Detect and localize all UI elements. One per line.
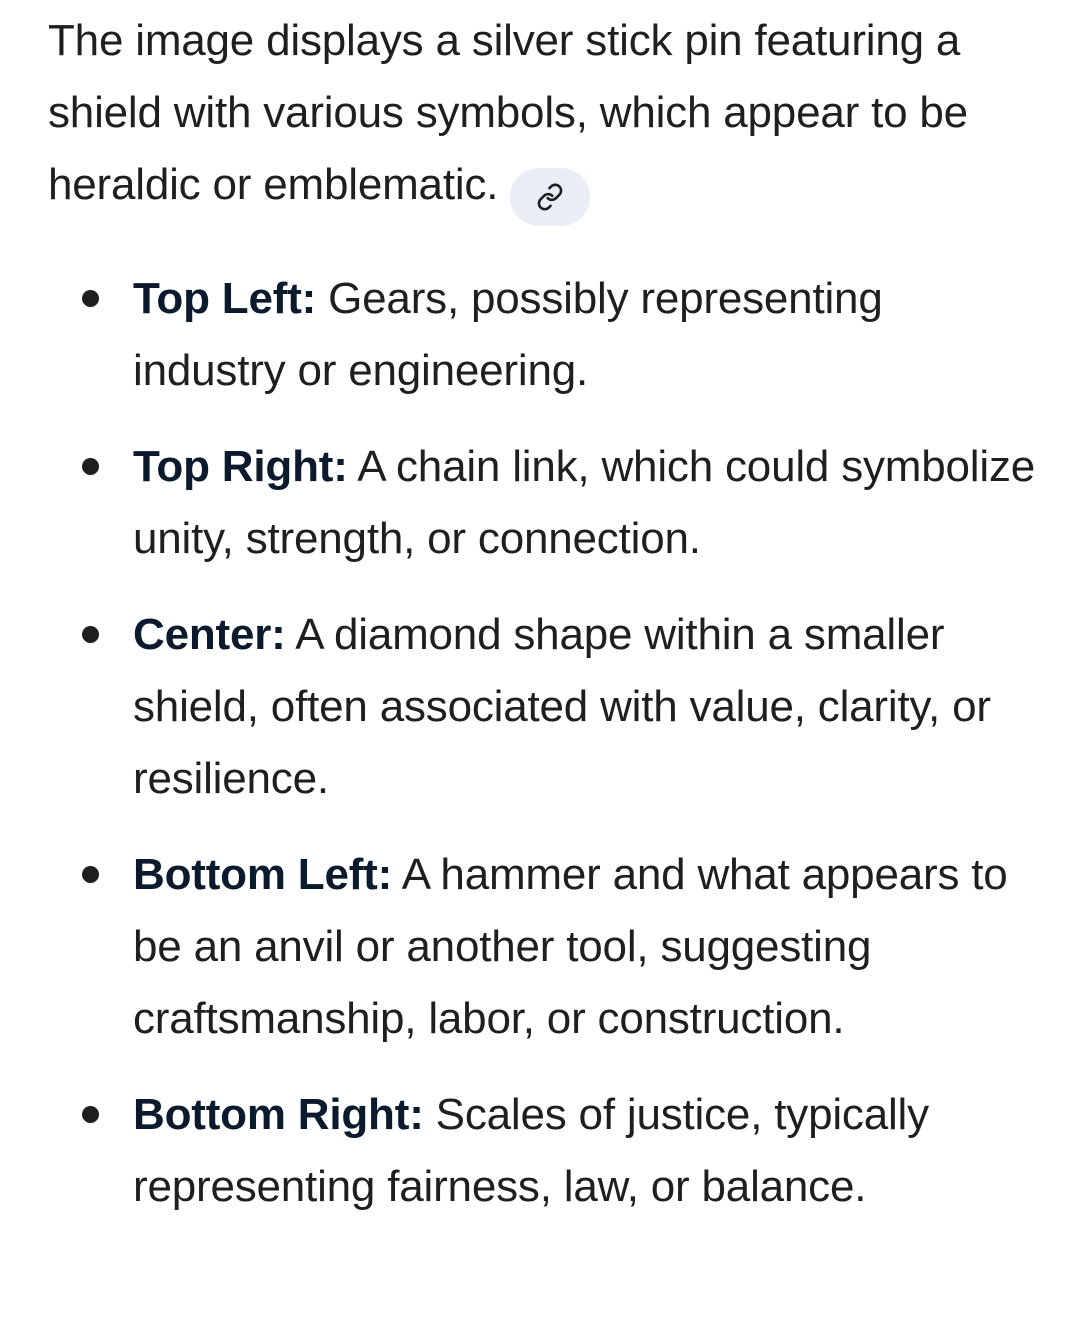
list-item bbox=[48, 599, 1038, 815]
list-item bbox=[48, 431, 1038, 575]
item-label: Top Right: bbox=[133, 442, 348, 491]
list-item bbox=[48, 263, 1038, 407]
item-text: Gears, possibly representing industry or engineering. bbox=[133, 274, 883, 395]
bullet-dot bbox=[82, 866, 99, 883]
source-link-chip[interactable] bbox=[510, 168, 590, 226]
bullet-dot bbox=[82, 1106, 99, 1123]
intro-paragraph bbox=[48, 5, 1038, 226]
bullet-dot bbox=[82, 290, 99, 307]
list-item bbox=[48, 839, 1038, 1055]
response-content bbox=[48, 5, 1038, 1247]
item-label: Top Left: bbox=[133, 274, 317, 323]
item-label: Bottom Right: bbox=[133, 1090, 424, 1139]
item-text: A chain link, which could symbolize unity, strength, or connection. bbox=[133, 442, 1036, 563]
item-label: Center: bbox=[133, 610, 286, 659]
symbol-list bbox=[48, 263, 1038, 1223]
link-icon bbox=[536, 183, 564, 211]
list-item bbox=[48, 1079, 1038, 1223]
item-text: A hammer and what appears to be an anvil or another tool, suggesting craftsmanship, labor, or construction. bbox=[133, 850, 1008, 1043]
intro-text: The image displays a silver stick pin featuring a shield with various symbols, which appear to be heraldic or emblematic. bbox=[48, 16, 968, 209]
bullet-dot bbox=[82, 458, 99, 475]
item-label: Bottom Left: bbox=[133, 850, 393, 899]
bullet-dot bbox=[82, 626, 99, 643]
item-text: Scales of justice, typically representing fairness, law, or balance. bbox=[133, 1090, 929, 1211]
item-text: A diamond shape within a smaller shield, often associated with value, clarity, or resilience. bbox=[133, 610, 991, 803]
